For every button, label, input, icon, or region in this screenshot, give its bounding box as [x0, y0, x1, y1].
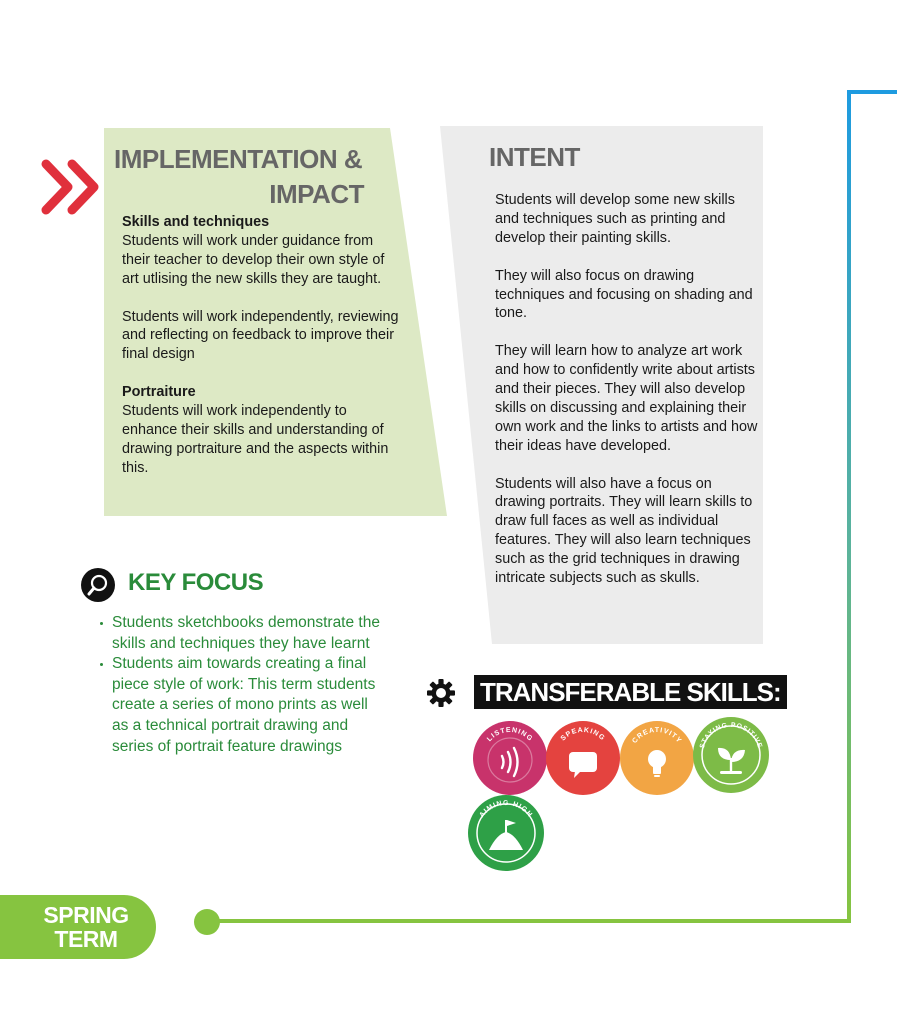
intent-paragraph-4: Students will also have a focus on drawing portraits. They will learn skills to draw full faces as well as individual features. They will also learn techniques such as the grid techniques in drawing intricate subjects such as skulls. [495, 475, 753, 587]
timeline-dot [194, 909, 220, 935]
intent-paragraph-1: Students will develop some new skills and techniques such as printing and develop their painting skills. [495, 192, 735, 246]
key-focus-item-1: Students sketchbooks demonstrate the skills and techniques they have learnt [96, 613, 386, 654]
intent-paragraph-3: They will learn how to analyze art work and how to confidently write about artists and their pieces. They will also develop skills on discussing and explaining their own work and the links to artists and how their ideas have developed. [495, 343, 758, 454]
intent-body [495, 191, 760, 607]
key-focus-title: KEY FOCUS [128, 569, 264, 596]
speaking-badge [545, 720, 621, 796]
key-focus-item-2: Students aim towards creating a final piece style of work: This term students create a series of mono prints as well as a technical portrait drawing and series of portrait feature drawings [96, 654, 386, 757]
intent-paragraph-2: They will also focus on drawing techniques and focusing on shading and tone. [495, 267, 753, 322]
chevron-arrows-icon [38, 158, 108, 216]
term-badge [0, 895, 156, 959]
implementation-body [122, 213, 402, 497]
listening-badge [472, 720, 548, 796]
staying-positive-badge [692, 716, 770, 794]
skills-heading: Skills and techniques [122, 214, 270, 230]
skills-paragraph-1: Students will work under guidance from their teacher to develop their own style of art utlising the new skills they are taught. [122, 232, 385, 287]
speaking-label: SPEAKING [559, 726, 607, 743]
portraiture-paragraph: Students will work independently to enhance their skills and understanding of drawing portraiture and the aspects within this. [122, 403, 389, 476]
gear-icon [424, 676, 458, 710]
magnifier-icon [81, 568, 115, 602]
listening-label: LISTENING [486, 726, 534, 744]
implementation-title-line1: IMPLEMENTATION & [114, 144, 363, 174]
creativity-badge [619, 720, 695, 796]
key-focus-list [96, 613, 386, 757]
aiming-high-badge [467, 794, 545, 872]
term-line1: SPRING [43, 902, 129, 928]
term-line2: TERM [54, 926, 118, 952]
transferable-skills-title: TRANSFERABLE SKILLS: [474, 675, 787, 709]
implementation-title-line2: IMPACT [269, 179, 364, 209]
aiming-high-label: AIMING HIGH [478, 799, 534, 819]
portraiture-heading: Portraiture [122, 384, 196, 401]
creativity-label: CREATIVITY [631, 726, 683, 745]
implementation-title [114, 142, 364, 212]
skills-paragraph-2: Students will work independently, reviewing and reflecting on feedback to improve their final design [122, 308, 399, 363]
intent-title: INTENT [489, 142, 580, 172]
staying-positive-label: STAYING POSITIVE [698, 721, 764, 750]
